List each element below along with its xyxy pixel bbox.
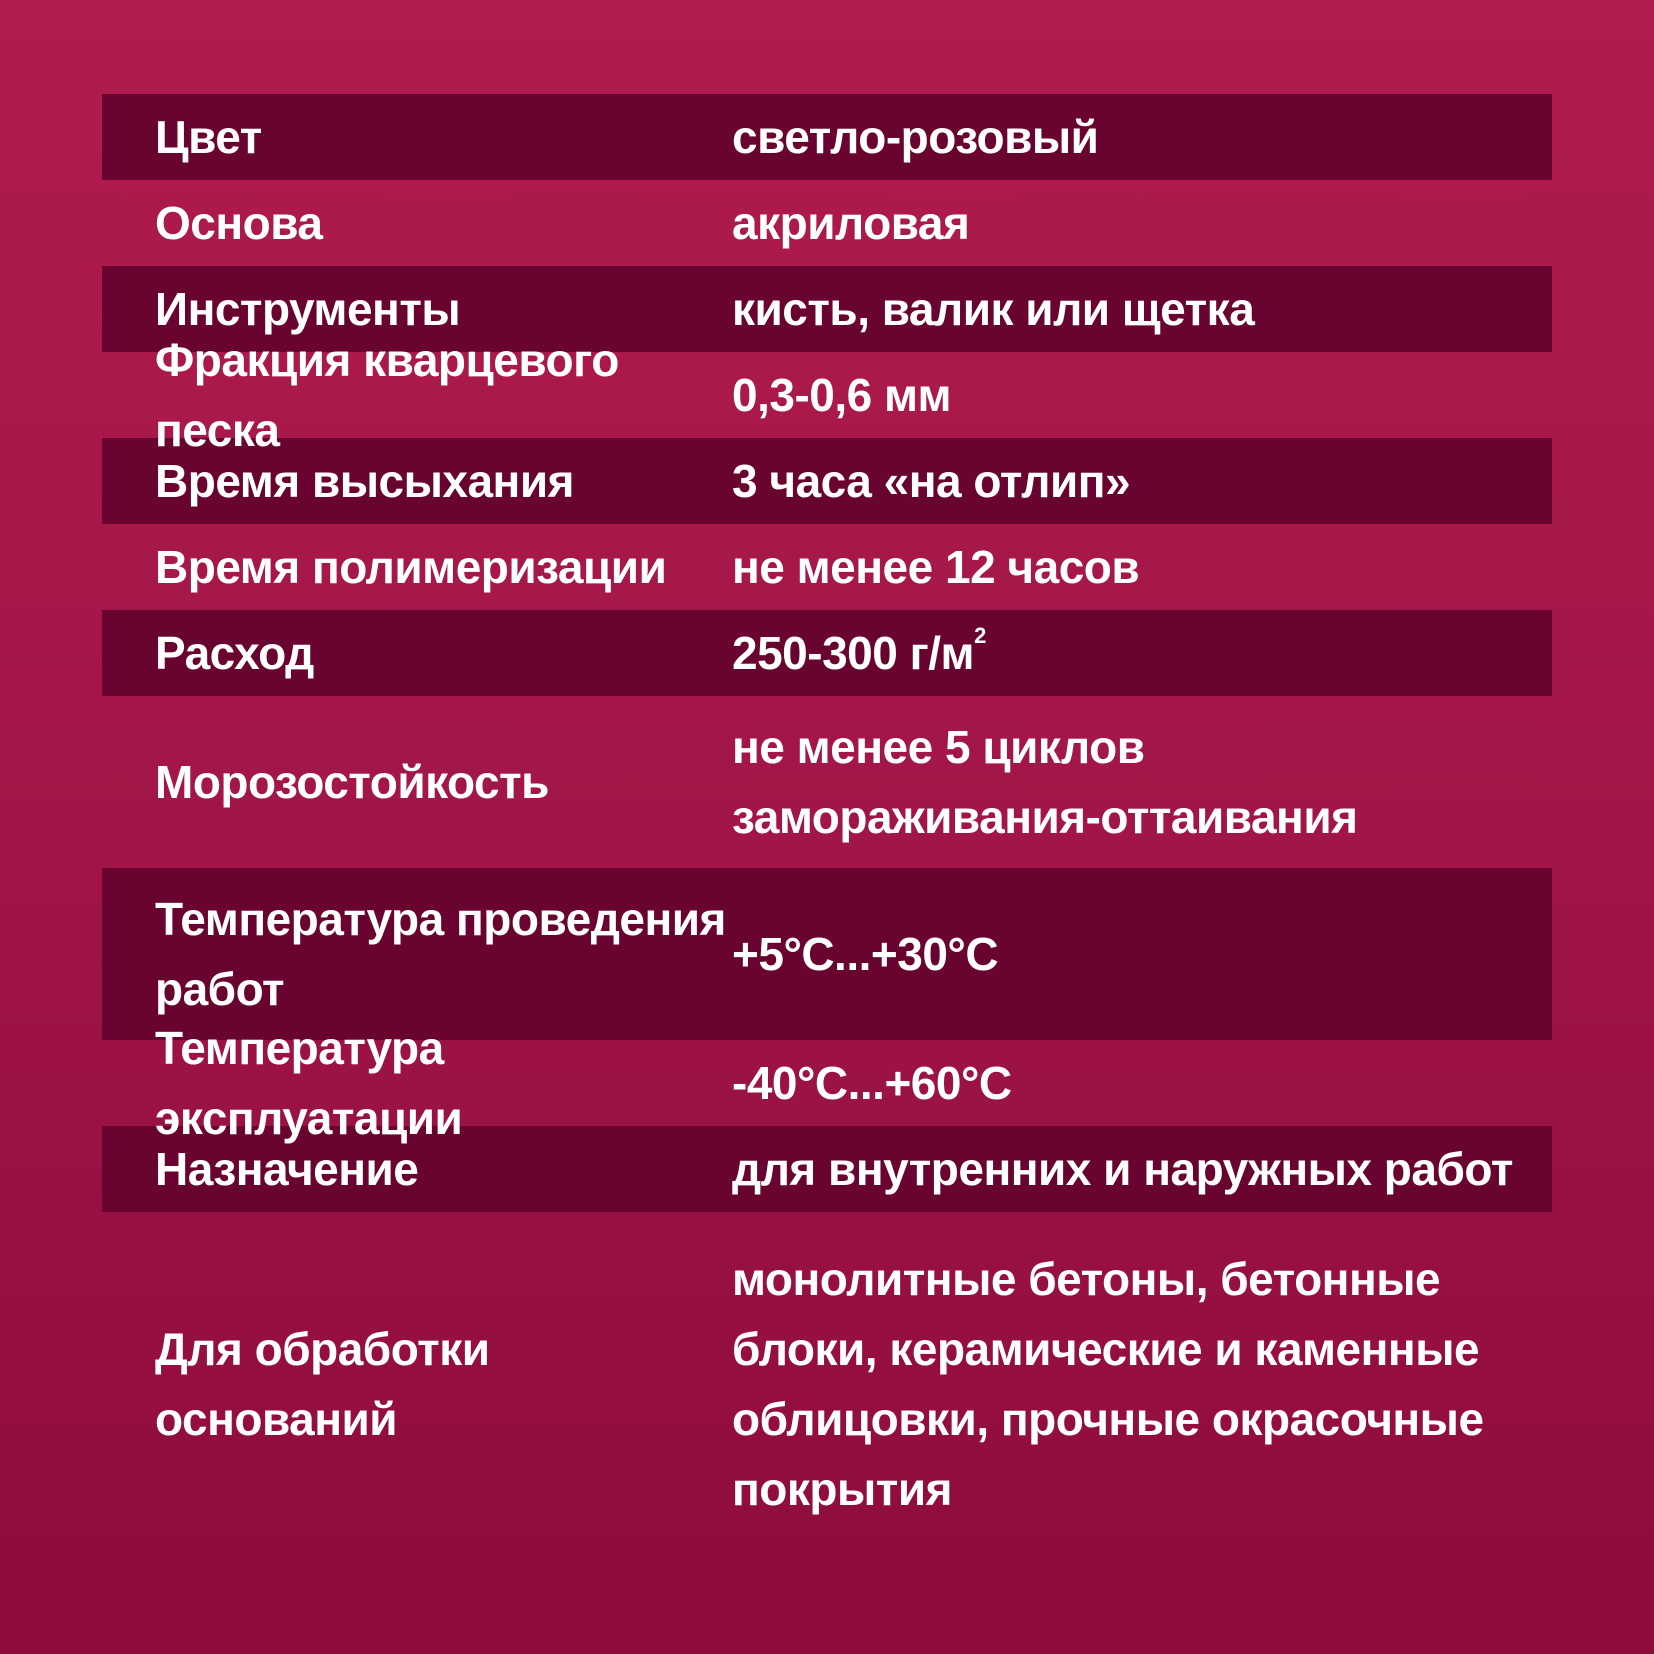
spec-value-line: блоки, керамические и каменные [732, 1323, 1480, 1375]
spec-row-drying-time [102, 438, 1552, 524]
spec-label: Для обработки оснований [155, 1323, 490, 1445]
spec-row-sand-fraction [102, 334, 1552, 456]
spec-value-line: покрытия [732, 1463, 952, 1515]
spec-label: Фракция кварцевого песка [155, 334, 619, 456]
spec-value-line: монолитные бетоны, бетонные [732, 1253, 1441, 1305]
spec-label: Расход [155, 627, 314, 679]
spec-value-line: акриловая [732, 197, 970, 249]
spec-value-line [732, 618, 1532, 688]
spec-value [732, 1244, 1552, 1524]
spec-value-line: замораживания-оттаивания [732, 791, 1358, 843]
spec-label: Назначение [155, 1143, 419, 1195]
spec-value-line: не менее 5 циклов [732, 721, 1145, 773]
spec-value [732, 919, 1552, 989]
specification-table [102, 94, 1552, 1556]
spec-row-base [102, 180, 1552, 266]
spec-row-frost-resistance [102, 696, 1552, 868]
spec-value-line: 3 часа «на отлип» [732, 455, 1131, 507]
superscript-exponent: 2 [974, 623, 986, 648]
spec-value [732, 1134, 1552, 1204]
spec-label: Основа [155, 197, 323, 249]
spec-row-purpose [102, 1126, 1552, 1212]
spec-row-color [102, 94, 1552, 180]
spec-value [732, 188, 1552, 258]
spec-value-line: для внутренних и наружных работ [732, 1143, 1513, 1195]
spec-row-substrates [102, 1212, 1552, 1556]
spec-value [732, 532, 1552, 602]
spec-row-operating-temperature [102, 1022, 1552, 1144]
spec-value [732, 360, 1552, 430]
spec-value-line: 0,3-0,6 мм [732, 369, 952, 421]
spec-value-line: светло-розовый [732, 111, 1099, 163]
spec-value-line: +5°С...+30°С [732, 928, 999, 980]
spec-label: Время полимеризации [155, 541, 667, 593]
spec-row-consumption [102, 610, 1552, 696]
spec-label-line: работ [155, 963, 285, 1015]
spec-value [732, 618, 1552, 688]
spec-label: Цвет [155, 111, 262, 163]
spec-label: Температура эксплуатации [155, 1022, 463, 1144]
spec-value [732, 712, 1552, 852]
spec-label: Инструменты [155, 283, 461, 335]
spec-value [732, 274, 1552, 344]
spec-label-line: Температура проведения [155, 893, 726, 945]
spec-value-line: не менее 12 часов [732, 541, 1140, 593]
spec-value [732, 1048, 1552, 1118]
spec-value [732, 102, 1552, 172]
spec-value-line: кисть, валик или щетка [732, 283, 1255, 335]
spec-value-line: -40°С...+60°С [732, 1057, 1012, 1109]
consumption-value: 250-300 г/м [732, 627, 975, 679]
spec-label: Морозостойкость [155, 756, 549, 808]
spec-label [102, 884, 732, 1024]
spec-value [732, 446, 1552, 516]
spec-row-polymerization-time [102, 524, 1552, 610]
spec-value-line: облицовки, прочные окрасочные [732, 1393, 1484, 1445]
spec-label: Время высыхания [155, 455, 574, 507]
